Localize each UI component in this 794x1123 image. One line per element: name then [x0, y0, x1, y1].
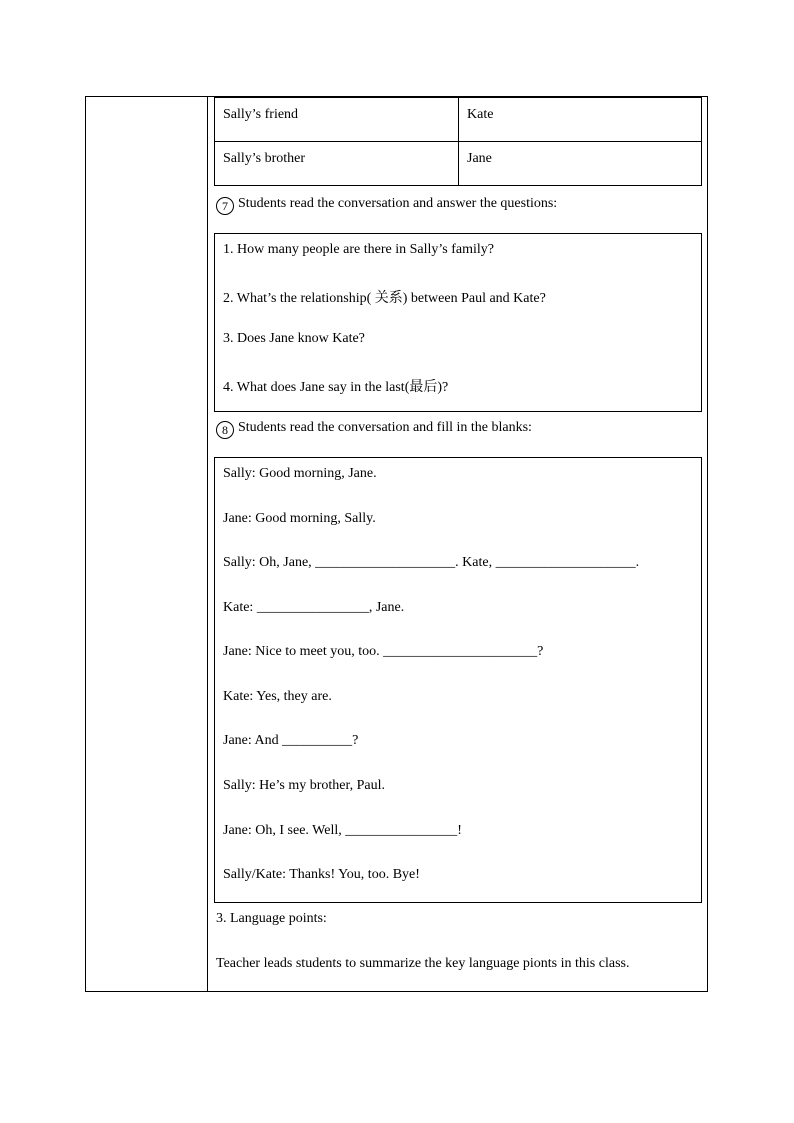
column-divider	[207, 97, 208, 991]
question-2: 2. What’s the relationship( 关系) between Paul and Kate?	[223, 291, 546, 306]
dialogue-line: Jane: Oh, I see. Well, ________________!	[223, 823, 462, 838]
language-points-text: Teacher leads students to summarize the key language pionts in this class.	[216, 956, 630, 971]
lesson-plan-table	[85, 96, 708, 992]
task7-instruction: Students read the conversation and answer the questions:	[238, 196, 558, 211]
dialogue-line: Sally/Kate: Thanks! You, too. Bye!	[223, 867, 420, 882]
questions-box	[214, 233, 702, 412]
dialogue-line: Jane: Nice to meet you, too. ______________________?	[223, 644, 544, 659]
dialogue-line: Sally: Oh, Jane, ____________________. Kate, ____________________.	[223, 555, 640, 570]
dialogue-box	[214, 457, 702, 903]
dialogue-line: Jane: Good morning, Sally.	[223, 511, 376, 526]
relation-label: Sally’s friend	[215, 98, 459, 142]
dialogue-line: Kate: Yes, they are.	[223, 689, 332, 704]
question-3: 3. Does Jane know Kate?	[223, 331, 365, 346]
relations-table	[214, 97, 702, 186]
task8-instruction-line	[216, 420, 532, 439]
question-4: 4. What does Jane say in the last(最后)?	[223, 380, 449, 395]
dialogue-line: Jane: And __________?	[223, 733, 359, 748]
language-points-heading: 3. Language points:	[216, 911, 327, 926]
circled-number-8: 8	[216, 421, 234, 439]
question-1: 1. How many people are there in Sally’s family?	[223, 242, 494, 257]
relation-label: Sally’s brother	[215, 142, 459, 186]
table-row	[215, 98, 702, 142]
table-row	[215, 142, 702, 186]
task8-instruction: Students read the conversation and fill in the blanks:	[238, 420, 532, 435]
dialogue-line: Sally: Good morning, Jane.	[223, 466, 377, 481]
circled-number-7: 7	[216, 197, 234, 215]
relation-value: Jane	[459, 142, 702, 186]
relation-value: Kate	[459, 98, 702, 142]
dialogue-line: Kate: ________________, Jane.	[223, 600, 405, 615]
task7-instruction-line	[216, 196, 557, 215]
dialogue-line: Sally: He’s my brother, Paul.	[223, 778, 385, 793]
